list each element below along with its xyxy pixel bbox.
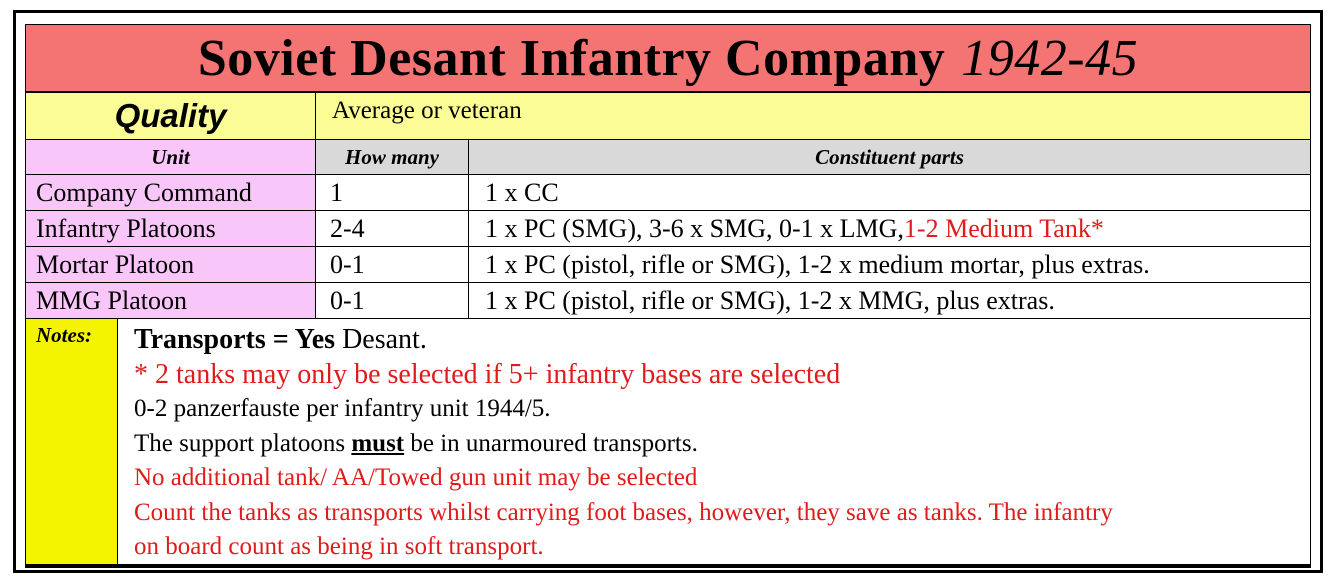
row-parts [469,247,1310,282]
row-parts-tank-option: 1-2 Medium Tank* [903,213,1104,243]
row-parts [469,283,1310,318]
unit-card [13,10,1323,573]
row-how-many: 1 [316,175,469,210]
row-parts-text: 1 x PC (SMG), 3-6 x SMG, 0-1 x LMG, [485,213,904,243]
unit-table [25,24,1311,568]
row-parts [469,211,1310,246]
support-pre: The support platoons [134,429,352,457]
header-parts: Constituent parts [469,140,1310,174]
table-row [26,175,1310,211]
support-note [134,427,1310,462]
support-must: must [351,429,405,457]
row-how-many: 2-4 [316,211,469,246]
row-parts-text: 1 x PC (pistol, rifle or SMG), 1-2 x medium mortar, plus extras. [485,249,1150,279]
transports-bold: Transports = Yes [134,324,336,355]
title-main: Soviet Desant Infantry Company [197,29,946,87]
row-how-many: 0-1 [316,283,469,318]
row-unit: Mortar Platoon [26,247,316,282]
count-tanks-note-2: on board count as being in soft transport. [134,533,544,560]
table-header [26,140,1310,175]
notes-section [26,319,1310,567]
header-unit: Unit [26,140,316,174]
row-unit: MMG Platoon [26,283,316,318]
quality-row [26,93,1310,140]
tanks-note: * 2 tanks may only be selected if 5+ infantry bases are selected [134,358,841,390]
quality-value: Average or veteran [332,97,522,124]
no-additional-note: No additional tank/ AA/Towed gun unit may be selected [134,464,698,491]
table-row [26,283,1310,319]
table-row [26,211,1310,247]
card-title [26,25,1310,93]
transports-note [134,323,1310,358]
header-how-many: How many [316,140,469,174]
table-row [26,247,1310,283]
count-tanks-note-1: Count the tanks as transports whilst carrying foot bases, however, they save as tanks. The infantry [134,498,1113,526]
title-years: 1942-45 [961,29,1139,87]
row-how-many: 0-1 [316,247,469,282]
row-unit: Infantry Platoons [26,211,316,246]
transports-rest: Desant. [335,324,427,355]
notes-label: Notes: [26,319,118,567]
quality-label: Quality [26,93,316,139]
support-post: be in unarmoured transports. [404,429,698,457]
row-unit: Company Command [26,175,316,210]
notes-body [118,319,1310,567]
panzerfaust-note: 0-2 panzerfauste per infantry unit 1944/5. [134,395,551,422]
bottom-rule [25,564,1311,568]
row-parts [469,175,1310,210]
row-parts-text: 1 x CC [485,177,559,207]
row-parts-text: 1 x PC (pistol, rifle or SMG), 1-2 x MMG, plus extras. [485,285,1055,315]
